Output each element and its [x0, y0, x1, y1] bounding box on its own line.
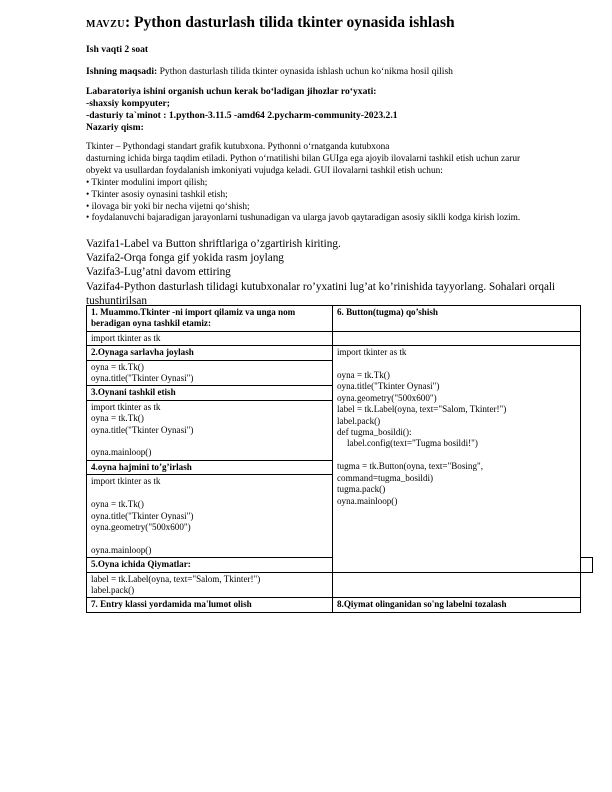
step4-heading: 4.oyna hajmini to’g’irlash [87, 460, 333, 474]
work-hours: Ish vaqti 2 soat [86, 44, 149, 55]
code-line: oyna.geometry("500x600") [91, 521, 191, 532]
code-line: oyna = tk.Tk() [91, 413, 144, 424]
task-item: Vazifa2-Orqa fonga gif yokida rasm joylang [86, 252, 284, 265]
aim-text: Python dasturlash tilida tkinter oynasida ishlash uchun ko‘nikma hosil qilish [157, 66, 453, 77]
code-line: import tkinter as tk [91, 401, 161, 412]
code-line [91, 436, 328, 447]
code-line: label = tk.Label(oyna, text="Salom, Tkinter!") [91, 573, 261, 584]
task-item: Vazifa3-Lug’atni davom ettiring [86, 266, 231, 279]
step7-heading: 7. Entry klassi yordamida ma'lumot olish [87, 598, 333, 612]
theory-bullet: • Tkinter modulini import qilish; [86, 177, 208, 188]
code-line: oyna.title("Tkinter Oynasi") [337, 381, 440, 392]
title-text: Python dasturlash tilida tkinter oynasida ishlash [130, 14, 455, 31]
theory-bullet: • ilovaga bir yoki bir necha vijetni qo‘shish; [86, 201, 250, 212]
task-item: Vazifa4-Python dasturlash tilidagi kutubxonalar ro’yxatini lug’at ko’rinishida tayyorlang. Sohalari orqali tushuntirilsan [86, 280, 556, 307]
code-line: def tugma_bosildi(): [337, 427, 412, 438]
theory-line: dasturning ichida birga taqdim etiladi. Python o‘rnatilishi bilan GUIga ega ajoyib ilovalarni tashkil etish uchun zarur [86, 153, 521, 164]
step8-heading: 8.Qiymat olinganidan so'ng labelni tozalash [333, 598, 581, 612]
code-line: import tkinter as tk [337, 347, 407, 358]
step1-code: import tkinter as tk [87, 331, 333, 345]
code-line [337, 359, 576, 370]
code-line: import tkinter as tk [91, 476, 161, 487]
empty-cell [333, 331, 581, 345]
code-line: oyna = tk.Tk() [91, 361, 144, 372]
step6-heading: 6. Button(tugma) qo’shish [333, 306, 581, 332]
equipment-software: -dasturiy ta`minot : 1.python-3.11.5 -amd64 2.pycharm-community-2023.2.1 [86, 110, 398, 121]
code-line [91, 533, 328, 544]
code-line: oyna = tk.Tk() [91, 499, 144, 510]
step3-heading: 3.Oynani tashkil etish [87, 386, 333, 400]
step1-heading: 1. Muammo.Tkinter -ni import qilamiz va unga nom beradigan oyna tashkil etamiz: [87, 306, 333, 332]
code-line [91, 488, 328, 499]
theory-heading: Nazariy qism: [86, 122, 144, 133]
code-line: tugma.pack() [337, 484, 386, 495]
table-row [87, 598, 593, 612]
code-line: label.config(text="Tugma bosildi!") [347, 438, 478, 449]
step5-code [87, 572, 333, 598]
aim-label: Ishning maqsadi: [86, 66, 158, 77]
code-line: oyna.mainloop() [91, 544, 152, 555]
table-row [87, 572, 593, 598]
code-line: oyna.geometry("500x600") [337, 392, 437, 403]
equipment-heading: Labaratoriya ishini organish uchun kerak bo‘ladigan jihozlar ro‘yxati: [86, 86, 377, 97]
code-line: label = tk.Label(oyna, text="Salom, Tkinter!") [337, 404, 507, 415]
code-line: oyna.title("Tkinter Oynasi") [91, 373, 194, 384]
step2-heading: 2.Oynaga sarlavha joylash [87, 346, 333, 360]
table-row [87, 346, 593, 360]
table-row [87, 306, 593, 332]
code-line [337, 450, 576, 461]
equipment-computer: -shaxsiy kompyuter; [86, 98, 170, 109]
step3-code [87, 400, 333, 460]
theory-bullet: • foydalanuvchi bajaradigan jarayonlarni tushunadigan va ularga javob qaytaradigan asosiy siklli kodga kirish lozim. [86, 213, 521, 224]
step6-code [333, 346, 581, 572]
task-list [86, 237, 586, 308]
code-line: command=tugma_bosildi) [337, 472, 434, 483]
empty-cell [580, 558, 592, 572]
code-line: oyna.title("Tkinter Oynasi") [91, 424, 194, 435]
code-line: oyna.mainloop() [337, 495, 398, 506]
code-line: oyna.title("Tkinter Oynasi") [91, 510, 194, 521]
code-line: oyna = tk.Tk() [337, 370, 390, 381]
code-line: label.pack() [91, 584, 135, 595]
code-line: tugma = tk.Button(oyna, text="Bosing", [337, 461, 483, 472]
theory-line: Tkinter – Pythondagi standart grafik kutubxona. Pythonni o‘rnatganda kutubxona [86, 142, 390, 152]
table-row [87, 331, 593, 345]
aim-line [86, 66, 453, 77]
step2-code [87, 360, 333, 386]
document-title [86, 14, 455, 32]
title-colon: : [124, 14, 131, 31]
exercise-table [86, 305, 593, 613]
step4-code [87, 475, 333, 558]
theory-line: obyekt va usullardan foydalanish imkoniyati vujudga keladi. GUI ilovalarni tashkil etish uchun: [86, 165, 443, 176]
step5-heading: 5.Oyna ichida Qiymatlar: [87, 558, 333, 572]
empty-cell [333, 572, 581, 598]
task-item: Vazifa1-Label va Button shriftlariga o’zgartirish kiriting. [86, 238, 341, 250]
code-line: oyna.mainloop() [91, 447, 152, 458]
theory-text [86, 142, 566, 225]
title-prefix: MAVZU [86, 19, 125, 30]
theory-bullet: • Tkinter asosiy oynasini tashkil etish; [86, 189, 228, 200]
code-line: label.pack() [337, 415, 381, 426]
